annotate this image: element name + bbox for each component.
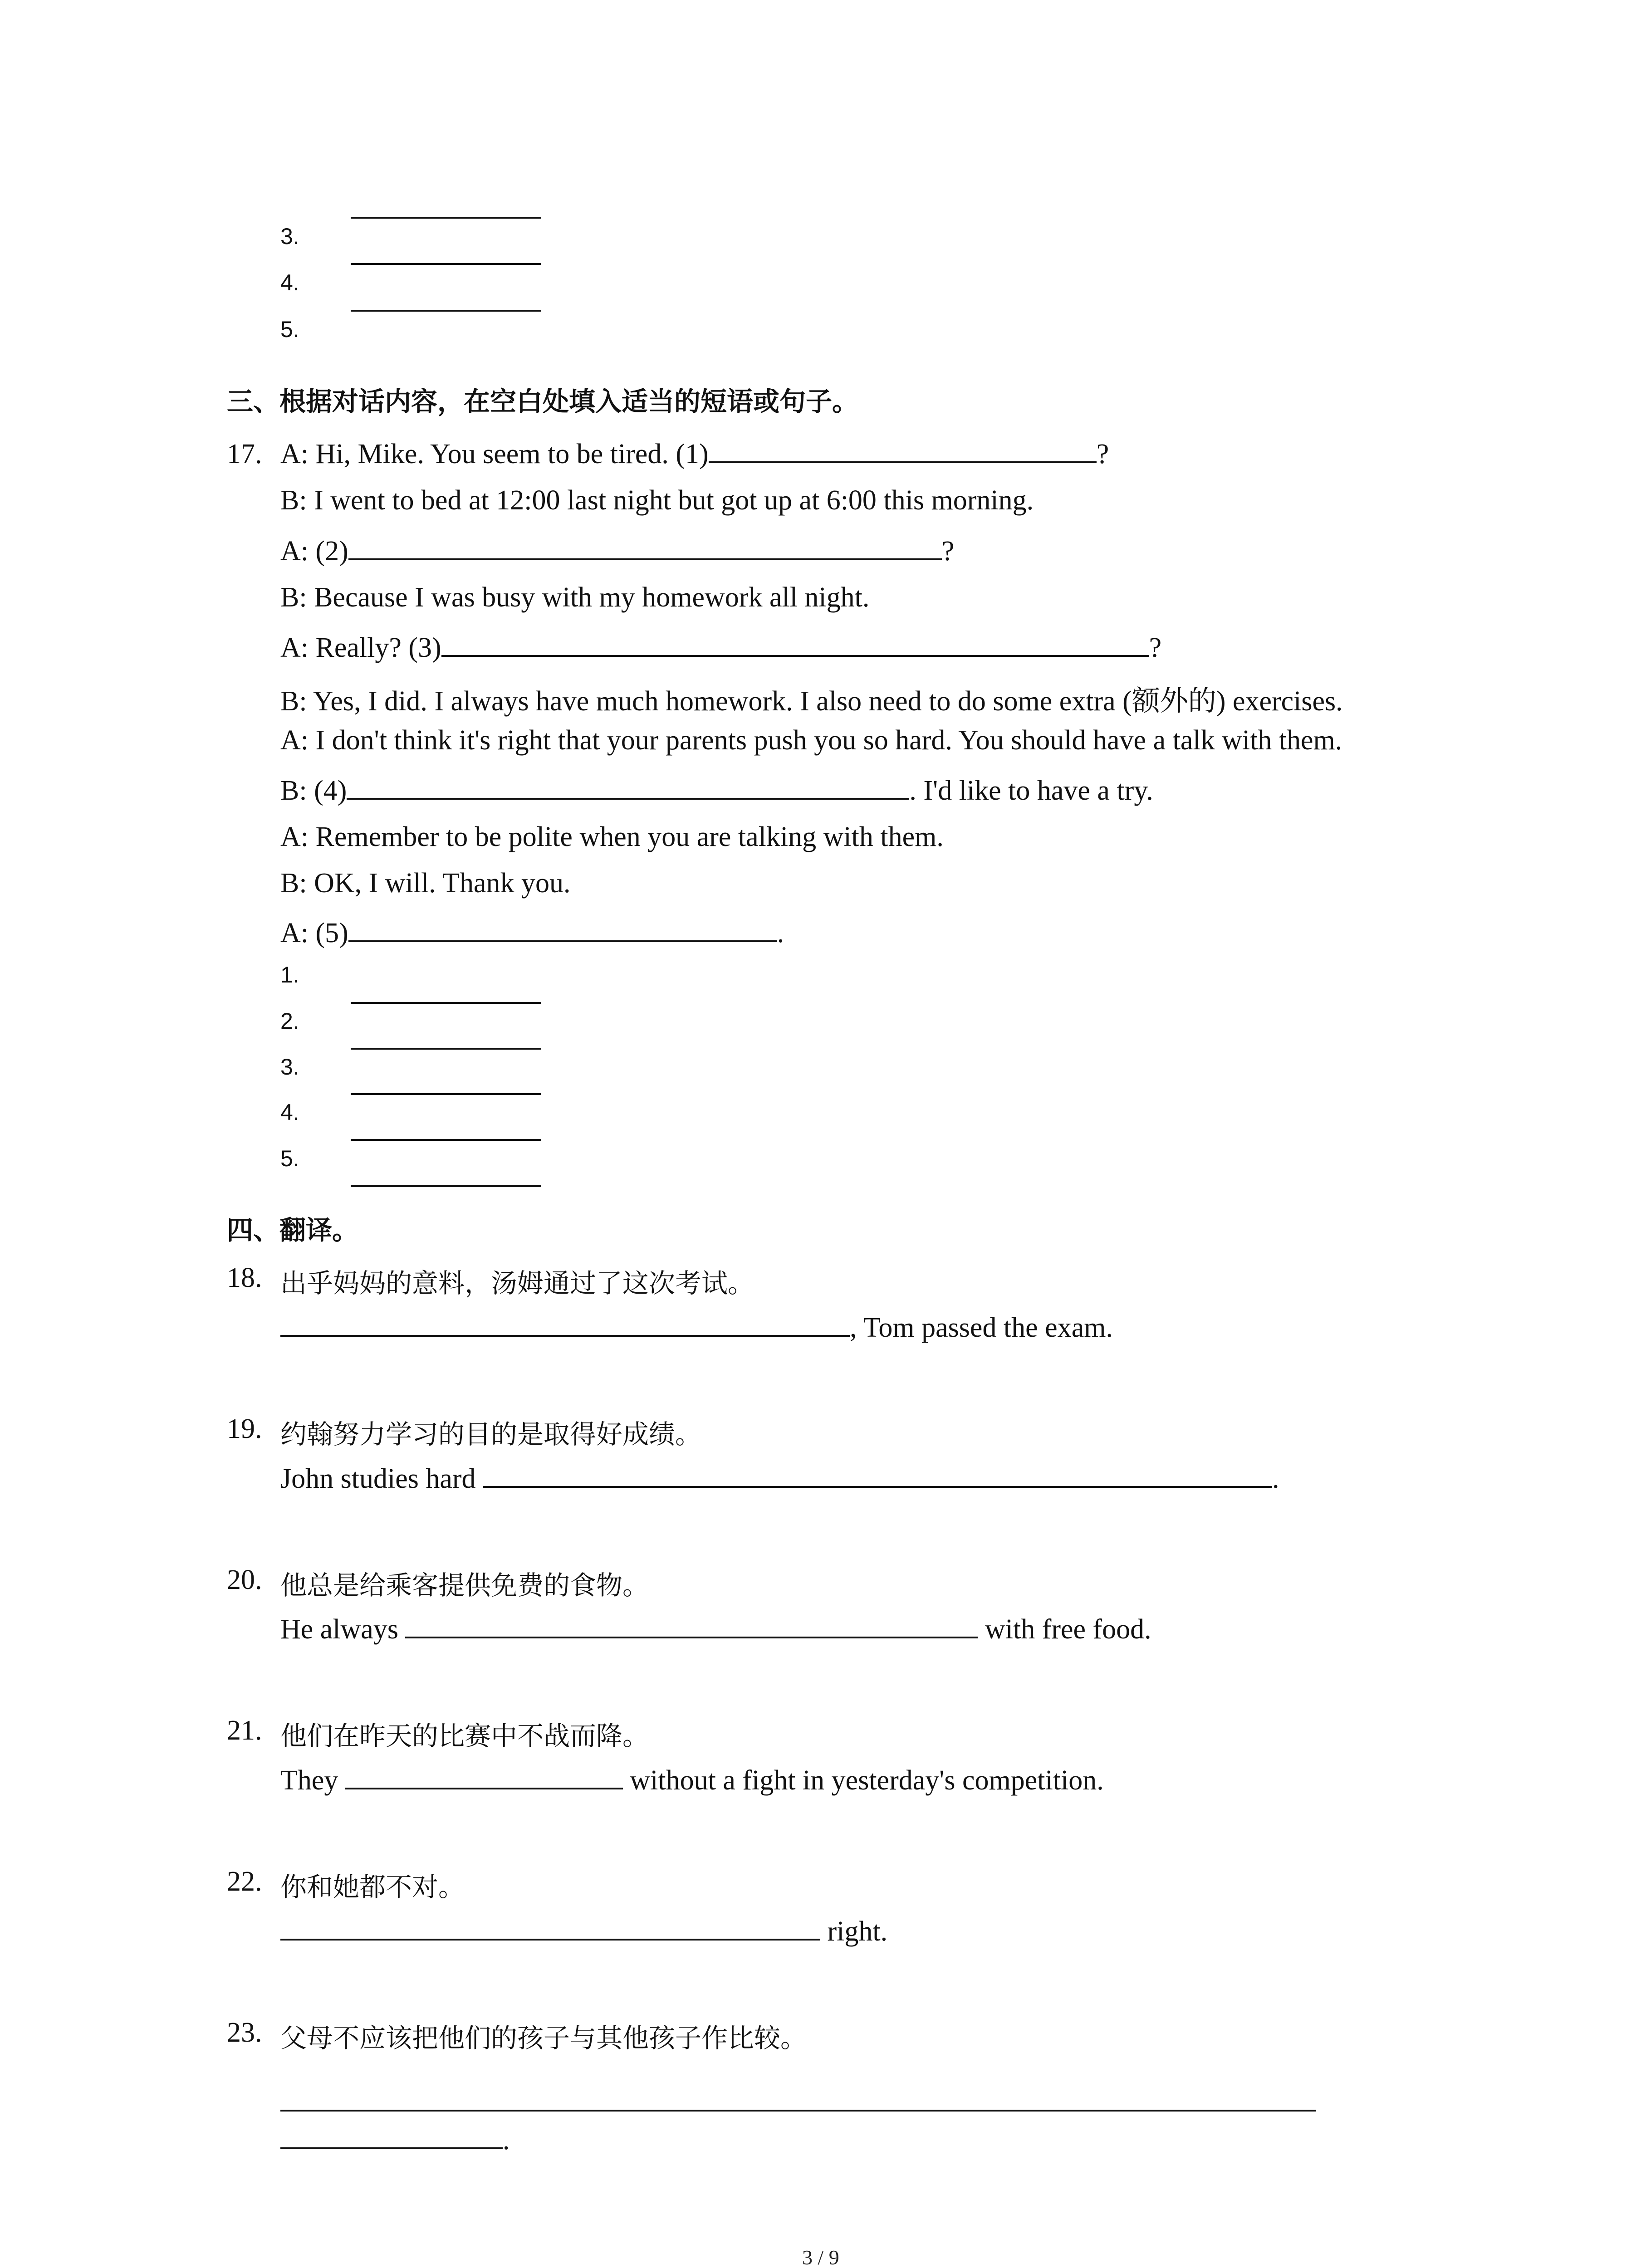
page-number: 3 / 9 xyxy=(802,2246,839,2268)
answer-blank-5[interactable] xyxy=(351,1185,541,1187)
dialogue-line-8 xyxy=(280,775,1153,807)
answer-text: . xyxy=(503,2125,510,2156)
section4-heading: 四、翻译。 xyxy=(227,1215,359,1246)
dialogue-line-9: A: Remember to be polite when you are talking with them. xyxy=(280,821,944,852)
question-number-19: 19. xyxy=(227,1413,262,1444)
question-18-answer-line xyxy=(280,1312,1113,1344)
answer-blank-1[interactable] xyxy=(351,1002,541,1004)
answer-text: John studies hard xyxy=(280,1463,476,1494)
answer-blank-3[interactable] xyxy=(351,1093,541,1095)
answer-text: , Tom passed the exam. xyxy=(850,1312,1113,1343)
answer-text: . xyxy=(1272,1463,1279,1494)
question-22-answer-line xyxy=(280,1916,887,1948)
dialogue-text: A: Really? (3) xyxy=(280,632,441,663)
question-number-22: 22. xyxy=(227,1866,262,1897)
answer-number-prev-3: 3. xyxy=(280,224,299,249)
question-23-prompt: 父母不应该把他们的孩子与其他孩子作比较。 xyxy=(280,2023,807,2053)
dialogue-line-2: B: I went to bed at 12:00 last night but got up at 6:00 this morning. xyxy=(280,485,1034,516)
answer-blank-4[interactable] xyxy=(351,1139,541,1141)
dialogue-text: . xyxy=(777,918,784,948)
answer-number-5: 5. xyxy=(280,1146,299,1171)
question-19-answer-line xyxy=(280,1463,1279,1495)
answer-text: right. xyxy=(827,1916,888,1947)
question-number-21: 21. xyxy=(227,1715,262,1746)
answer-blank-21[interactable] xyxy=(345,1788,623,1789)
answer-text: with free food. xyxy=(985,1614,1151,1645)
dialogue-text: ? xyxy=(1096,439,1109,469)
answer-number-1: 1. xyxy=(280,962,299,987)
answer-blank-22[interactable] xyxy=(280,1939,820,1941)
dialogue-blank-4[interactable] xyxy=(347,798,909,800)
question-20-answer-line xyxy=(280,1613,1151,1646)
dialogue-text: B: (4) xyxy=(280,775,347,806)
answer-blank-2[interactable] xyxy=(351,1048,541,1050)
dialogue-line-11 xyxy=(280,917,784,949)
answer-text: He always xyxy=(280,1614,398,1645)
dialogue-text: ? xyxy=(1149,632,1162,663)
question-number-17: 17. xyxy=(227,439,262,469)
dialogue-blank-1[interactable] xyxy=(709,461,1097,463)
dialogue-text: A: Hi, Mike. You seem to be tired. (1) xyxy=(280,439,709,469)
dialogue-line-5 xyxy=(280,632,1161,664)
question-21-answer-line xyxy=(280,1765,1104,1797)
answer-blank-prev-3[interactable] xyxy=(351,263,541,265)
section3-heading: 三、根据对话内容，在空白处填入适当的短语或句子。 xyxy=(227,386,859,417)
answer-blank-20[interactable] xyxy=(405,1637,978,1638)
dialogue-line-6: B: Yes, I did. I always have much homework. I also need to do some extra (额外的) exercises. xyxy=(280,686,1343,717)
dialogue-text: A: (5) xyxy=(280,918,348,948)
answer-number-2: 2. xyxy=(280,1008,299,1034)
dialogue-text: . I'd like to have a try. xyxy=(909,775,1153,806)
answer-blank-18[interactable] xyxy=(280,1335,850,1337)
dialogue-text: ? xyxy=(941,536,955,567)
dialogue-line-4: B: Because I was busy with my homework all night. xyxy=(280,582,870,613)
question-21-prompt: 他们在昨天的比赛中不战而降。 xyxy=(280,1721,649,1751)
answer-blank-prev-2[interactable] xyxy=(351,217,541,219)
dialogue-blank-5[interactable] xyxy=(348,940,777,942)
answer-blank-23-line1[interactable] xyxy=(280,2110,1316,2112)
question-22-prompt: 你和她都不对。 xyxy=(280,1872,465,1902)
question-23-answer-line xyxy=(280,2124,510,2156)
question-20-prompt: 他总是给乘客提供免费的食物。 xyxy=(280,1570,649,1601)
dialogue-line-7: A: I don't think it's right that your parents push you so hard. You should have a talk with them. xyxy=(280,725,1342,756)
question-number-23: 23. xyxy=(227,2017,262,2048)
dialogue-blank-3[interactable] xyxy=(441,655,1149,657)
answer-text: without a fight in yesterday's competition. xyxy=(630,1765,1104,1796)
dialogue-blank-2[interactable] xyxy=(348,558,942,560)
question-19-prompt: 约翰努力学习的目的是取得好成绩。 xyxy=(280,1419,702,1450)
answer-number-3: 3. xyxy=(280,1054,299,1080)
question-number-20: 20. xyxy=(227,1564,262,1595)
question-18-prompt: 出乎妈妈的意料，汤姆通过了这次考试。 xyxy=(280,1268,754,1299)
dialogue-text: A: (2) xyxy=(280,536,348,567)
dialogue-line-10: B: OK, I will. Thank you. xyxy=(280,868,571,899)
dialogue-line-1 xyxy=(280,438,1109,470)
answer-number-prev-5: 5. xyxy=(280,317,299,342)
answer-number-4: 4. xyxy=(280,1100,299,1125)
answer-blank-23-line2[interactable] xyxy=(280,2147,503,2149)
answer-number-prev-4: 4. xyxy=(280,270,299,295)
answer-blank-19[interactable] xyxy=(483,1486,1272,1488)
question-number-18: 18. xyxy=(227,1262,262,1293)
dialogue-line-3 xyxy=(280,535,954,567)
answer-text: They xyxy=(280,1765,338,1796)
answer-blank-prev-4[interactable] xyxy=(351,310,541,312)
